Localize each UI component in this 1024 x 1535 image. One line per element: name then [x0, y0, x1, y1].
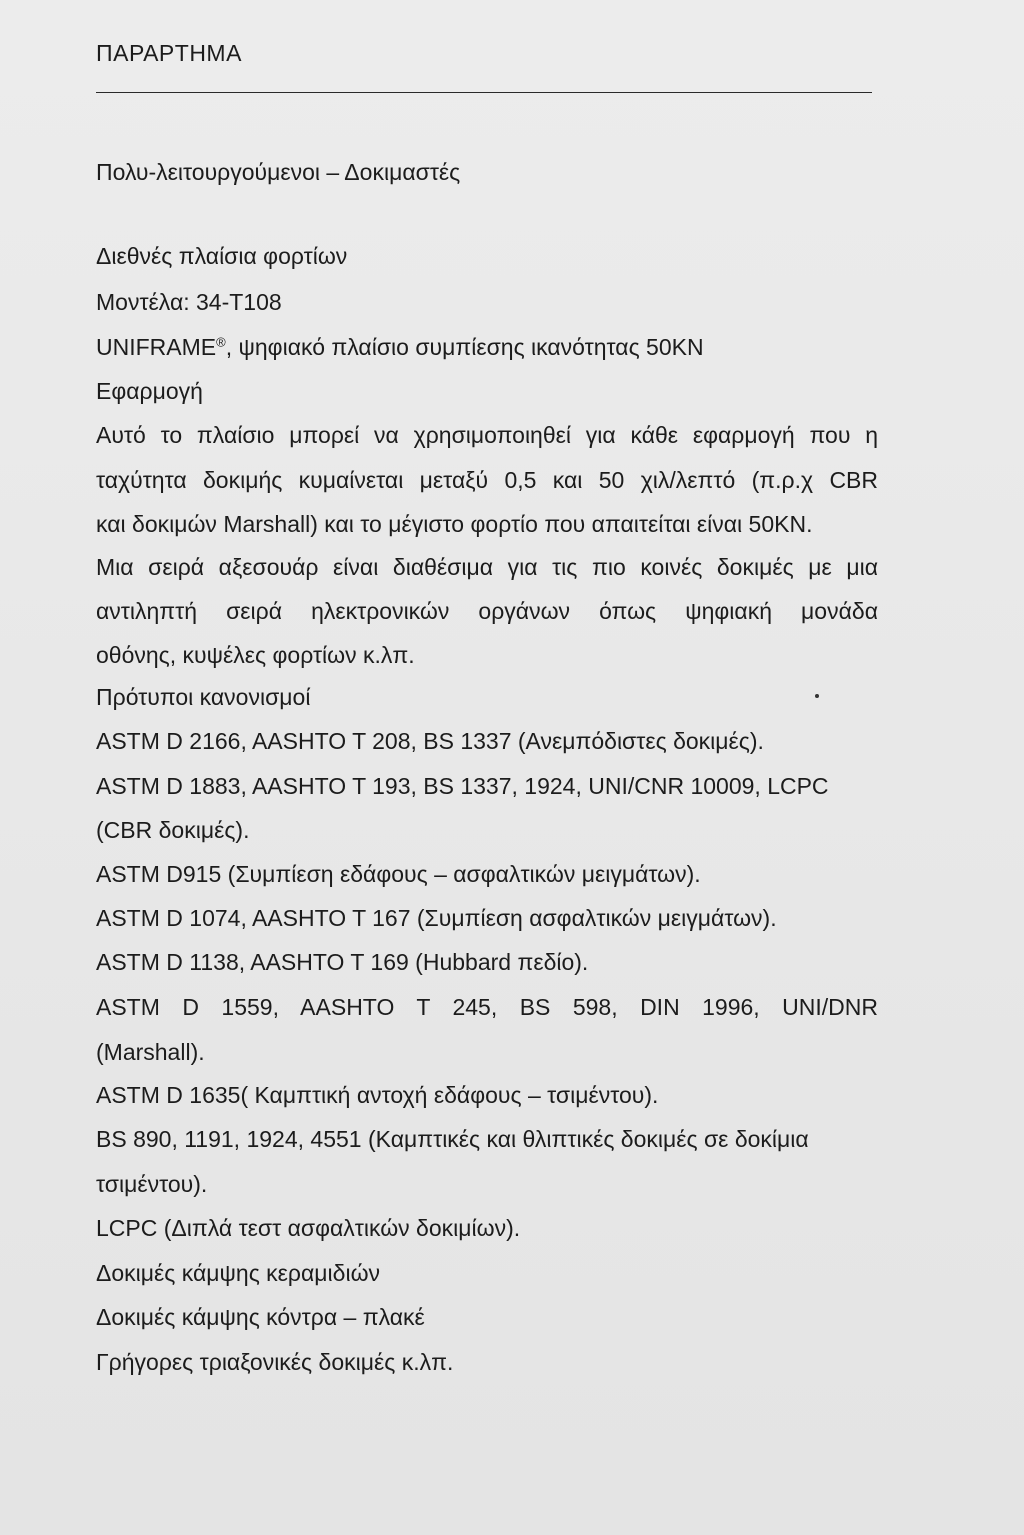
product-type: Διεθνές πλαίσια φορτίων	[96, 243, 348, 269]
standard-line-15: Γρήγορες τριαξονικές δοκιμές κ.λπ.	[96, 1349, 454, 1375]
page-header-title: ΠΑΡΑΡΤΗΜΑ	[96, 40, 242, 66]
standard-line-2: ASTM D 1883, AASHTO T 193, BS 1337, 1924, UNI/CNR 10009, LCPC	[96, 773, 829, 799]
standard-line-3: (CBR δοκιμές).	[96, 817, 250, 843]
application-line-6: οθόνης, κυψέλες φορτίων κ.λπ.	[96, 642, 415, 668]
application-line-4: Μια σειρά αξεσουάρ είναι διαθέσιμα για τις πιο κοινές δοκιμές με μια	[96, 554, 878, 580]
standard-line-5: ASTM D 1074, AASHTO T 167 (Συμπίεση ασφαλτικών μειγμάτων).	[96, 905, 777, 931]
standard-line-8: (Marshall).	[96, 1039, 205, 1065]
product-category: Πολυ-λειτουργούμενοι – Δοκιμαστές	[96, 159, 461, 185]
standard-line-4: ASTM D915 (Συμπίεση εδάφους – ασφαλτικών μειγμάτων).	[96, 861, 701, 887]
standard-line-1: ASTM D 2166, AASHTO T 208, BS 1337 (Ανεμπόδιστες δοκιμές).	[96, 728, 764, 754]
header-divider	[96, 92, 872, 93]
standard-line-12: LCPC (Διπλά τεστ ασφαλτικών δοκιμίων).	[96, 1215, 521, 1241]
standard-line-13: Δοκιμές κάμψης κεραμιδιών	[96, 1260, 381, 1286]
application-line-1: Αυτό το πλαίσιο μπορεί να χρησιμοποιηθεί για κάθε εφαρμογή που η	[96, 422, 878, 448]
standard-line-14: Δοκιμές κάμψης κόντρα – πλακέ	[96, 1304, 425, 1330]
standard-line-11: τσιμέντου).	[96, 1171, 208, 1197]
brand-line	[96, 333, 704, 361]
standard-line-9: ASTM D 1635( Καμπτική αντοχή εδάφους – τσιμέντου).	[96, 1082, 659, 1108]
model-line: Μοντέλα: 34-T108	[96, 289, 282, 315]
registered-mark: ®	[216, 334, 226, 350]
brand-name: UNIFRAME	[96, 334, 217, 360]
standard-line-10: BS 890, 1191, 1924, 4551 (Καμπτικές και θλιπτικές δοκιμές σε δοκίμια	[96, 1126, 809, 1152]
application-line-3: και δοκιμών Marshall) και το μέγιστο φορτίο που απαιτείται είναι 50KN.	[96, 511, 813, 537]
standard-line-7: ASTM D 1559, AASHTO T 245, BS 598, DIN 1996, UNI/DNR	[96, 994, 878, 1020]
application-heading: Εφαρμογή	[96, 378, 203, 404]
brand-description: , ψηφιακό πλαίσιο συμπίεσης ικανότητας 50KN	[225, 334, 704, 360]
stray-mark	[815, 694, 819, 698]
application-line-5: αντιληπτή σειρά ηλεκτρονικών οργάνων όπως ψηφιακή μονάδα	[96, 598, 878, 624]
application-line-2: ταχύτητα δοκιμής κυμαίνεται μεταξύ 0,5 και 50 χιλ/λεπτό (π.ρ.χ CBR	[96, 467, 878, 493]
standard-line-6: ASTM D 1138, AASHTO T 169 (Hubbard πεδίο).	[96, 949, 589, 975]
standards-heading: Πρότυποι κανονισμοί	[96, 684, 311, 710]
